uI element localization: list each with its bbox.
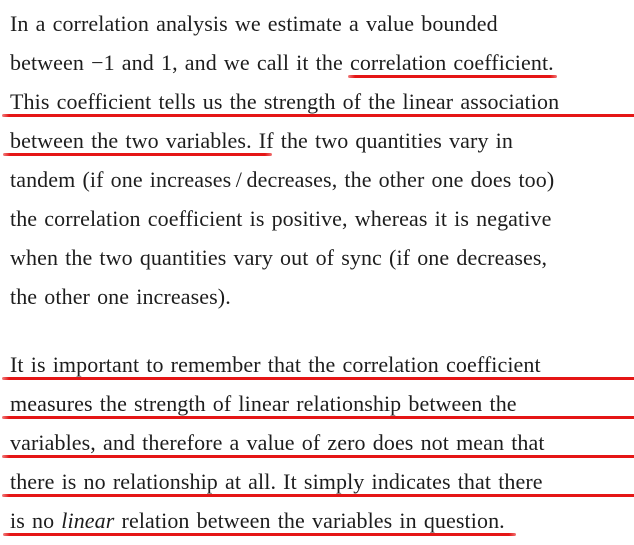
underlined-phrase: [10, 128, 252, 153]
text-line: [10, 501, 545, 540]
underlined-text-line: [10, 462, 545, 501]
text-run: the other one increases).: [10, 284, 231, 309]
text-run: measures the strength of linear relationship between the: [10, 391, 517, 416]
text-run: there is no relationship at all. It simply indicates that there: [10, 469, 543, 494]
text-line: [10, 199, 559, 238]
text-run: relation between the variables in question.: [114, 508, 505, 533]
underlined-text-line: [10, 82, 559, 121]
underlined-text-line: [10, 384, 545, 423]
text-line: [10, 238, 559, 277]
text-run: correlation coefficient.: [349, 50, 554, 75]
text-run: between −1 and 1, and we call it the: [10, 50, 350, 75]
underlined-phrase: [350, 50, 554, 75]
text-line: [10, 4, 559, 43]
underlined-phrase: [10, 508, 505, 533]
text-line: [10, 121, 559, 160]
italic-word: linear: [61, 508, 115, 533]
text-run: This coefficient tells us the strength of the linear association: [10, 89, 560, 114]
text-run: when the two quantities vary out of sync (if one decreases,: [10, 245, 548, 270]
text-line: [10, 43, 559, 82]
underlined-text-line: [10, 345, 545, 384]
paragraph-zero-coefficient-note: [10, 345, 545, 540]
text-line: [10, 277, 559, 316]
underlined-text-line: [10, 423, 545, 462]
text-run: is no: [10, 508, 62, 533]
text-line: [10, 160, 559, 199]
text-run: If the two quantities vary in: [251, 128, 513, 153]
paragraph-correlation-intro: [10, 4, 559, 316]
text-run: tandem (if one increases / decreases, the other one does too): [10, 167, 555, 192]
text-run: It is important to remember that the correlation coefficient: [10, 352, 541, 377]
text-run: the correlation coefficient is positive, whereas it is negative: [10, 206, 552, 231]
text-run: In a correlation analysis we estimate a value bounded: [10, 11, 498, 36]
text-run: between the two variables.: [10, 128, 252, 153]
text-run: variables, and therefore a value of zero does not mean that: [10, 430, 545, 455]
